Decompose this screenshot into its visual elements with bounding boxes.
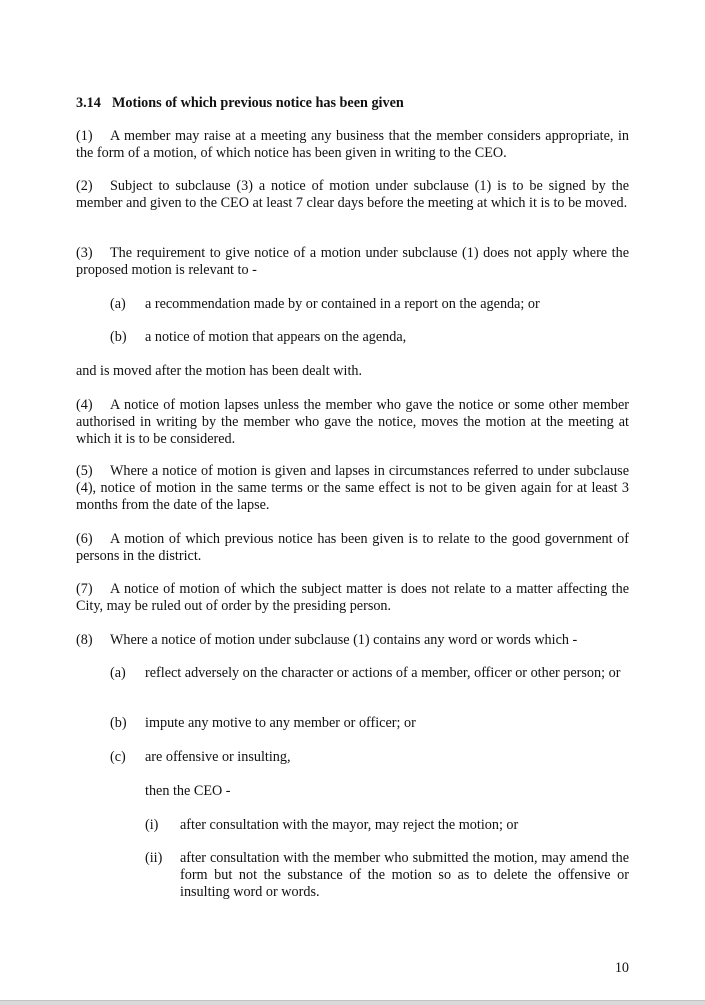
paragraph-5 [76, 463, 629, 513]
item-label: (i) [145, 817, 159, 833]
paragraph-3-tail: and is moved after the motion has been dealt with. [76, 363, 363, 379]
item-label: (b) [110, 329, 127, 345]
list-item-8c [110, 749, 629, 766]
paragraph-text: The requirement to give notice of a motion under subclause (1) does not apply where the proposed motion is relevant to - [76, 245, 629, 278]
item-text: after consultation with the mayor, may reject the motion; or [180, 817, 519, 833]
paragraph-number: (1) [76, 128, 93, 144]
list-item-8a [110, 665, 629, 682]
paragraph-1 [76, 128, 629, 162]
item-label: (c) [110, 749, 126, 765]
paragraph-number: (2) [76, 178, 93, 194]
list-item-3b [110, 329, 629, 346]
paragraph-4 [76, 397, 629, 447]
item-text: impute any motive to any member or officer; or [145, 715, 416, 731]
list-item-8-ii [145, 850, 629, 900]
item-text: reflect adversely on the character or actions of a member, officer or other person; or [145, 665, 621, 681]
paragraph-text: Where a notice of motion under subclause (1) contains any word or words which - [110, 632, 578, 648]
page-number: 10 [614, 960, 629, 976]
paragraph-number: (4) [76, 397, 93, 413]
paragraph-number: (7) [76, 581, 93, 597]
paragraph-7 [76, 581, 629, 615]
item-label: (ii) [145, 850, 163, 866]
item-label: (b) [110, 715, 127, 731]
item-text: a notice of motion that appears on the agenda, [145, 329, 407, 345]
item-label: (a) [110, 665, 126, 681]
paragraph-2 [76, 178, 629, 212]
paragraph-8 [76, 632, 629, 649]
paragraph-number: (8) [76, 632, 93, 648]
page-bottom-edge [0, 1000, 705, 1005]
item-text: a recommendation made by or contained in a report on the agenda; or [145, 296, 540, 312]
paragraph-number: (3) [76, 245, 93, 261]
then-clause: then the CEO - [145, 783, 231, 799]
item-text: are offensive or insulting, [145, 749, 291, 765]
paragraph-number: (6) [76, 531, 93, 547]
paragraph-3 [76, 245, 629, 279]
paragraph-6 [76, 531, 629, 565]
section-title: Motions of which previous notice has been given [112, 95, 404, 111]
section-heading [76, 95, 629, 112]
paragraph-text: A notice of motion of which the subject matter is does not relate to a matter affecting the City, may be ruled out of order by the presiding person. [76, 581, 629, 614]
list-item-8-i [145, 817, 629, 834]
item-text: after consultation with the member who submitted the motion, may amend the form but not the substance of the motion so as to delete the offensive or insulting word or words. [180, 850, 629, 900]
paragraph-text: A member may raise at a meeting any business that the member considers appropriate, in the form of a motion, of which notice has been given in writing to the CEO. [76, 128, 629, 161]
item-label: (a) [110, 296, 126, 312]
paragraph-text: Subject to subclause (3) a notice of motion under subclause (1) is to be signed by the member and given to the CEO at least 7 clear days before the meeting at which it is to be moved. [76, 178, 629, 211]
paragraph-text: A notice of motion lapses unless the member who gave the notice or some other member authorised in writing by the member who gave the notice, moves the motion at the meeting at which it is to be considered. [76, 397, 629, 447]
list-item-3a [110, 296, 629, 313]
paragraph-text: Where a notice of motion is given and lapses in circumstances referred to under subclause (4), notice of motion in the same terms or the same effect is not to be given again for at least 3 months from the date of the lapse. [76, 463, 629, 513]
paragraph-text: A motion of which previous notice has been given is to relate to the good government of persons in the district. [76, 531, 629, 564]
paragraph-number: (5) [76, 463, 93, 479]
section-number: 3.14 [76, 95, 101, 111]
list-item-8b [110, 715, 629, 732]
